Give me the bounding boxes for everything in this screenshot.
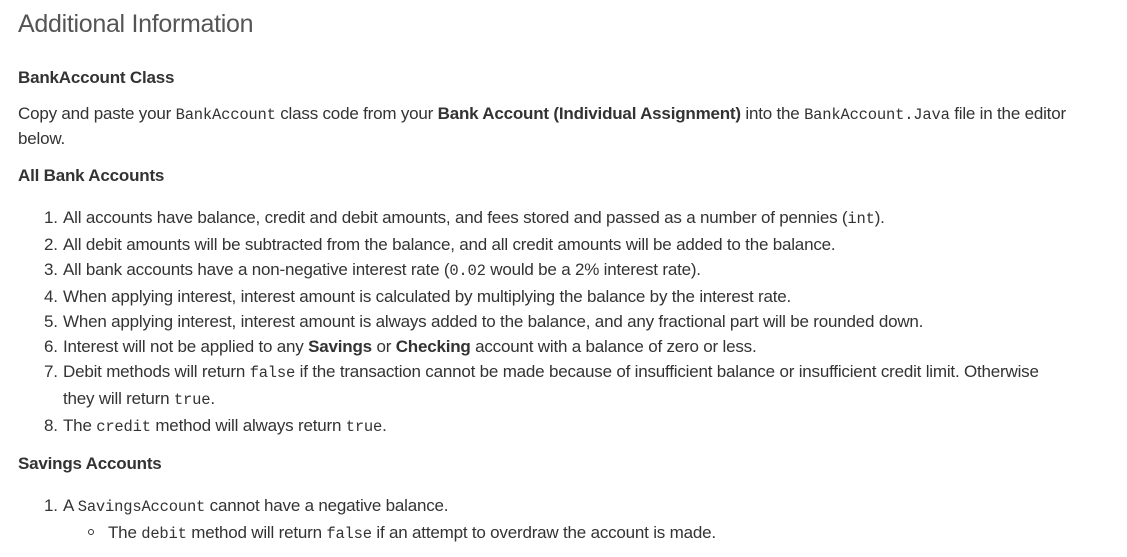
inline-code: debit (141, 525, 187, 543)
text: Interest will not be applied to any (63, 337, 309, 356)
section-heading-all-bank-accounts: All Bank Accounts (18, 166, 165, 185)
list-number: 2. (44, 235, 58, 254)
text: The (108, 523, 142, 542)
sub-list-item (63, 520, 1063, 547)
bankaccount-instructions (18, 102, 1098, 151)
text: class code from your (275, 104, 438, 123)
list-item (44, 309, 1063, 334)
list-number: 1. (44, 208, 58, 227)
inline-code: false (326, 525, 372, 543)
text: All accounts have balance, credit and debit amounts, and fees stored and passed as a number of pennies ( (63, 208, 848, 227)
text: would be a 2% interest rate). (485, 260, 701, 279)
inline-code: int (847, 210, 875, 228)
text: All bank accounts have a non-negative interest rate ( (63, 260, 450, 279)
sub-list (63, 520, 1063, 547)
inline-code: true (173, 391, 211, 409)
page-title: Additional Information (18, 10, 254, 38)
text: method will always return (150, 416, 346, 435)
list-number: 7. (44, 362, 58, 381)
savings-rules-list (44, 493, 1063, 547)
text: A (63, 496, 78, 515)
text: When applying interest, interest amount is always added to the balance, and any fractional part will be rounded down. (63, 312, 924, 331)
text: All debit amounts will be subtracted from the balance, and all credit amounts will be added to the balance. (63, 235, 836, 254)
text: When applying interest, interest amount is calculated by multiplying the balance by the interest rate. (63, 287, 792, 306)
inline-code: credit (96, 418, 151, 436)
text: or (371, 337, 396, 356)
text: method will return (186, 523, 327, 542)
list-number: 6. (44, 337, 58, 356)
bold-term: Checking (395, 337, 471, 356)
text: ). (874, 208, 885, 227)
text: . (210, 389, 215, 408)
all-accounts-rules-list (44, 205, 1063, 440)
text: Debit methods will return (63, 362, 250, 381)
bold-term: Savings (308, 337, 372, 356)
text: cannot have a negative balance. (205, 496, 449, 515)
text: file in the editor below. (18, 104, 1066, 148)
code-filename: BankAccount.Java (804, 106, 950, 124)
list-item (44, 257, 1063, 284)
text: account with a balance of zero or less. (470, 337, 757, 356)
list-number: 4. (44, 287, 58, 306)
list-number: 3. (44, 260, 58, 279)
list-item (44, 493, 1063, 547)
assignment-name: Bank Account (Individual Assignment) (437, 104, 741, 123)
bullet-circle-icon (88, 529, 94, 535)
text: The (63, 416, 97, 435)
inline-code: false (249, 364, 296, 382)
section-heading-savings-accounts: Savings Accounts (18, 454, 162, 473)
list-item (44, 413, 1063, 440)
list-number: 8. (44, 416, 58, 435)
inline-code: true (345, 418, 383, 436)
text: . (382, 416, 387, 435)
section-heading-bankaccount-class: BankAccount Class (18, 68, 175, 87)
inline-code: SavingsAccount (77, 498, 206, 516)
list-item (44, 205, 1063, 232)
text: into the (740, 104, 805, 123)
list-number: 1. (44, 496, 58, 515)
list-item (44, 284, 1063, 309)
list-item (44, 232, 1063, 257)
text: Copy and paste your (18, 104, 176, 123)
list-number: 5. (44, 312, 58, 331)
list-item (44, 334, 1063, 359)
text: if the transaction cannot be made because of insufficient balance or insufficient credit limit. Otherwise they will return (63, 362, 1039, 408)
inline-code: 0.02 (449, 262, 486, 280)
text: if an attempt to overdraw the account is made. (371, 523, 716, 542)
code-bankaccount: BankAccount (175, 106, 276, 124)
list-item (44, 359, 1063, 413)
